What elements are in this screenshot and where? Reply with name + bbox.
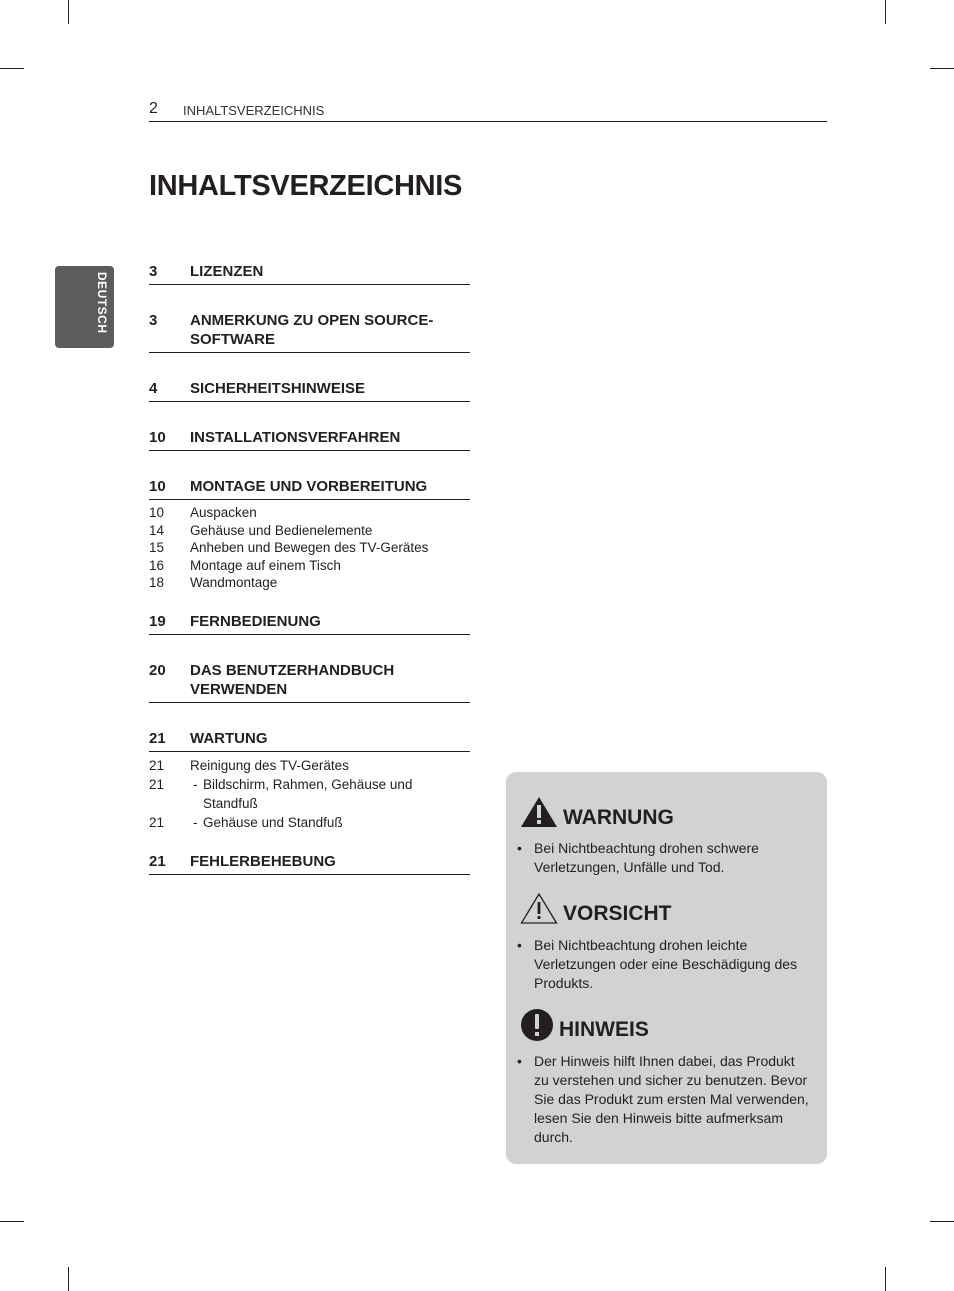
toc-subentry-page: 14 (149, 522, 165, 538)
toc-entry-fehlerbehebung[interactable] (149, 852, 470, 875)
toc-subentry-label: Gehäuse und Standfuß (203, 814, 343, 830)
toc-entry-label: INSTALLATIONSVERFAHREN (190, 429, 401, 446)
toc-subentry-label: Auspacken (190, 505, 257, 520)
toc-entry-benutzerhandbuch[interactable] (149, 661, 470, 703)
warning-triangle-outline-icon (520, 892, 558, 924)
toc-entry-label: ANMERKUNG ZU OPEN SOURCE-SOFTWARE (190, 312, 434, 348)
language-tab-label: DEUTSCH (95, 272, 109, 334)
toc-subentries (149, 500, 470, 592)
toc-entry-montage[interactable] (149, 477, 470, 500)
toc-entry-page: 3 (149, 312, 158, 329)
toc-entry-label: LIZENZEN (190, 263, 264, 280)
page-header (149, 100, 827, 122)
toc-subentry-label: Montage auf einem Tisch (190, 557, 341, 573)
bullet: • (517, 840, 522, 856)
toc-entry-label: SICHERHEITSHINWEISE (190, 380, 366, 397)
toc-entry-label: WARTUNG (190, 729, 268, 747)
toc-subentry-label: Gehäuse und Bedienelemente (190, 522, 373, 538)
toc-subentry[interactable] (149, 813, 470, 832)
toc-entry-page: 3 (149, 263, 158, 280)
toc-entry-open-source[interactable] (149, 311, 470, 353)
toc-subentry[interactable] (149, 504, 470, 522)
warning-text: • Bei Nichtbeachtung drohen schwere Verletzungen, Unfälle und Tod. (517, 840, 759, 875)
toc-subentry-dash: - (193, 814, 198, 830)
toc-subentry[interactable] (149, 574, 470, 592)
toc-subentry-page: 15 (149, 540, 165, 555)
toc-subentry-label: Wandmontage (190, 575, 278, 590)
toc-subentry-dash: - (193, 776, 198, 792)
toc-entry-label: MONTAGE UND VORBEREITUNG (190, 478, 428, 495)
page-number: 2 (149, 100, 158, 117)
toc-entry-label: FEHLERBEHEBUNG (190, 852, 336, 870)
toc-entry-sicherheitshinweise[interactable] (149, 379, 470, 402)
note-heading: HINWEIS (559, 1018, 649, 1041)
toc-subentry-page: 21 (149, 757, 165, 773)
toc-subentry[interactable] (149, 522, 470, 540)
page-title: INHALTSVERZEICHNIS (149, 170, 463, 202)
toc-subentry-label: Reinigung des TV-Gerätes (190, 757, 349, 773)
running-title: INHALTSVERZEICHNIS (183, 103, 325, 118)
bullet: • (517, 1053, 522, 1069)
toc-subentry-page: 10 (149, 505, 165, 520)
toc-entry-page: 4 (149, 380, 158, 397)
toc-subentry-label: Anheben und Bewegen des TV-Gerätes (190, 540, 429, 555)
table-of-contents (149, 262, 470, 901)
note-text: • Der Hinweis hilft Ihnen dabei, das Produkt zu verstehen und sicher zu benutzen. Bevor Sie das Produkt zum ersten Mal verwenden, lesen Sie den Hinweis bitte aufmerksam durch. (517, 1053, 809, 1145)
toc-entry-page: 21 (149, 852, 166, 870)
toc-subentry-label: Bildschirm, Rahmen, Gehäuse und Standfuß (203, 776, 413, 811)
crop-mark (885, 0, 886, 24)
crop-mark (68, 1267, 69, 1291)
toc-subentry-page: 21 (149, 776, 165, 792)
crop-mark (68, 0, 69, 24)
language-tab (55, 266, 114, 348)
toc-entry-installationsverfahren[interactable] (149, 428, 470, 451)
toc-entry-page: 10 (149, 478, 166, 495)
toc-subentry[interactable] (149, 557, 470, 575)
toc-subentry[interactable] (149, 775, 470, 813)
toc-subentries (149, 752, 470, 832)
toc-subentry-page: 16 (149, 557, 165, 573)
toc-subentry[interactable] (149, 756, 470, 775)
crop-mark (0, 68, 24, 69)
caution-heading: VORSICHT (563, 902, 672, 925)
toc-subentry-page: 21 (149, 814, 165, 830)
crop-mark (885, 1267, 886, 1291)
toc-entry-label: FERNBEDIENUNG (190, 612, 321, 630)
toc-entry-wartung[interactable] (149, 729, 470, 752)
crop-mark (930, 1221, 954, 1222)
toc-entry-page: 20 (149, 661, 166, 679)
toc-subentry[interactable] (149, 539, 470, 557)
crop-mark (930, 68, 954, 69)
toc-entry-label: DAS BENUTZERHANDBUCH VERWENDEN (190, 661, 395, 698)
toc-entry-fernbedienung[interactable] (149, 612, 470, 635)
bullet: • (517, 937, 522, 953)
exclamation-circle-icon (520, 1008, 554, 1042)
toc-entry-lizenzen[interactable] (149, 262, 470, 285)
warning-heading: WARNUNG (563, 806, 674, 829)
crop-mark (0, 1221, 24, 1222)
toc-entry-page: 19 (149, 612, 166, 630)
notice-legend-box (506, 772, 827, 1164)
toc-subentry-page: 18 (149, 575, 165, 590)
caution-text: • Bei Nichtbeachtung drohen leichte Verletzungen oder eine Beschädigung des Produkts. (517, 937, 798, 991)
toc-entry-page: 21 (149, 729, 166, 747)
warning-triangle-filled-icon (520, 796, 558, 828)
toc-entry-page: 10 (149, 429, 166, 446)
